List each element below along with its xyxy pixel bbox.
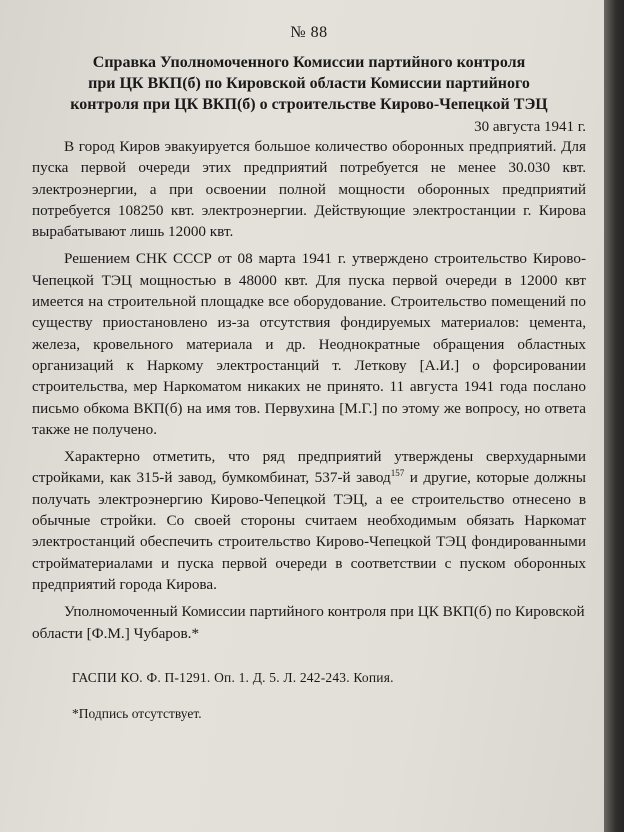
paragraph-text-after: и другие, которые должны получать электроэнергию Кирово-Чепецкой ТЭЦ, а ее строительство отнесено в обычные стройки. Со своей стороны считаем необходимым обязать Наркомат электростанций обеспечить строительство Кирово-Чепецкой ТЭЦ фондированными стройматериалами и пуска первой очереди в соответствии с пуском оборонных предприятий города Кирова. (32, 469, 586, 593)
book-page-edge (604, 0, 624, 832)
signature: Уполномоченный Комиссии партийного контроля при ЦК ВКП(б) по Кировской области [Ф.М.] Чубаров.* (32, 603, 585, 642)
paragraph-priority (32, 446, 586, 595)
archive-source: ГАСПИ КО. Ф. П-1291. Оп. 1. Д. 5. Л. 242-243. Копия. (72, 669, 394, 685)
document-title (32, 52, 586, 115)
paragraph-text-before: Характерно отметить, что ряд предприятий утверждены сверхударными стройками, как 315-й завод, бумкомбинат, 537-й завод (32, 448, 586, 487)
footnote-reference: 157 (390, 468, 405, 479)
title-line: при ЦК ВКП(б) по Кировской области Комиссии партийного (88, 75, 530, 92)
footnote: *Подпись отсутствует. (72, 705, 202, 721)
paragraph-evacuation: В город Киров эвакуируется большое количество оборонных предприятий. Для пуска первой очереди этих предприятий потребуется не менее 30.030 квт. электроэнергии, а при освоении полной мощности оборонных предприятий потребуется 108250 квт. электроэнергии. Действующие электростанции г. Кирова вырабатывают лишь 12000 квт. (32, 138, 586, 241)
document-number: № 88 (290, 24, 328, 41)
title-line: Справка Уполномоченного Комиссии партийного контроля (92, 54, 526, 71)
title-line: контроля при ЦК ВКП(б) о строительстве Кирово-Чепецкой ТЭЦ (70, 96, 548, 113)
paragraph-construction: Решением СНК СССР от 08 марта 1941 г. утверждено строительство Кирово-Чепецкой ТЭЦ мощностью в 48000 квт. Для пуска первой очереди в 12000 квт имеется на строительной площадке все оборудование. Строительство помещений по существу приостановлено из-за отсутствия фондируемых материалов: цемента, железа, кровельного материала и др. Неоднократные обращения областных организаций к Наркому электростанций т. Леткову [А.И.] о форсировании строительства, мер Наркоматом никаких не принято. 11 августа 1941 года послано письмо обкома ВКП(б) на имя тов. Первухина [М.Г.] по этому же вопросу, но ответа также не получено. (32, 250, 586, 438)
document-date: 30 августа 1941 г. (474, 119, 586, 135)
